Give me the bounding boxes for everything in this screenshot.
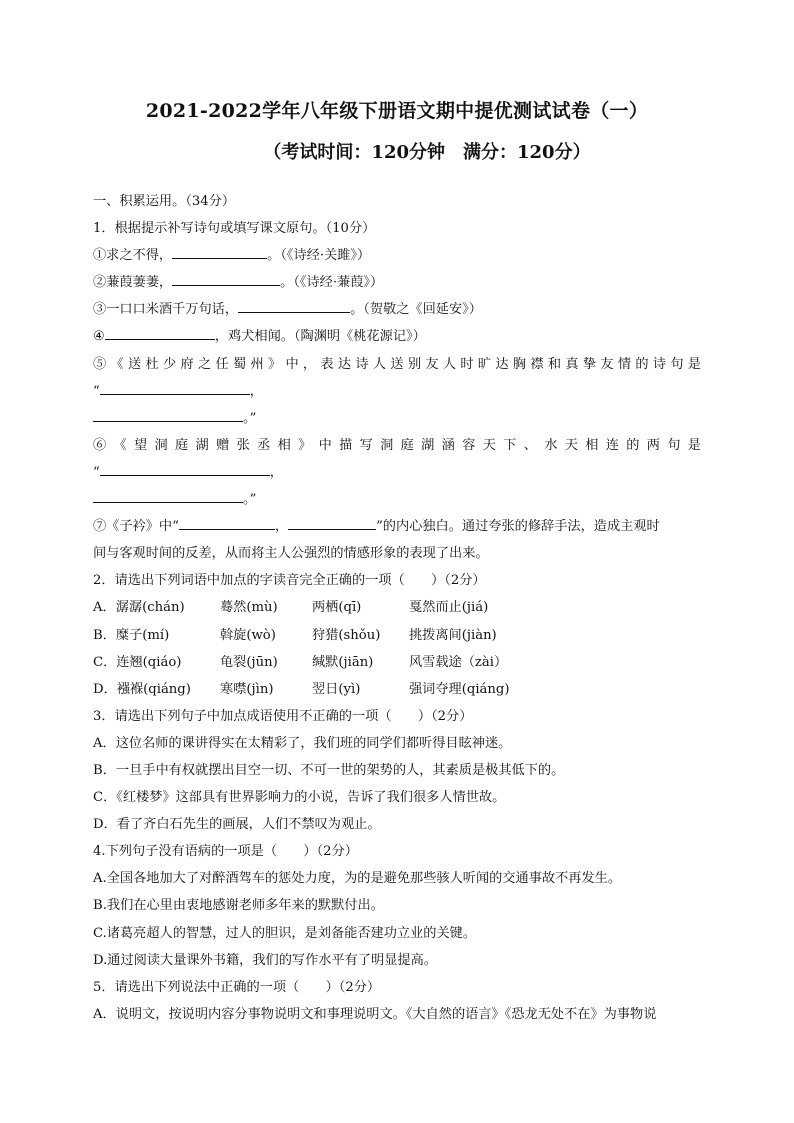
answer-blank[interactable] (100, 380, 250, 395)
item-text: ②蒹葭萋萋， (93, 275, 173, 291)
option-cell: 挑拨离间(jiàn) (409, 627, 497, 643)
option-cell: 翌日(yì) (312, 681, 361, 697)
answer-blank[interactable] (288, 515, 376, 530)
option-cell: C．连翘(qiáo) (93, 654, 182, 670)
question-1-item-f: ⑥《望洞庭湖赠张丞相》中描写洞庭湖涵容天下、水天相连的两句是 (93, 437, 701, 453)
item-text: “ (93, 383, 100, 399)
question-4-option-b[interactable]: B.我们在心里由衷地感谢老师多年来的默默付出。 (93, 898, 384, 914)
option-cell: A．潺潺(chán) (93, 600, 185, 616)
question-3-option-b[interactable]: B．一旦手中有权就摆出目空一切、不可一世的架势的人，其素质是极其低下的。 (93, 762, 565, 778)
option-cell: 风雪载途（zài） (409, 654, 508, 670)
item-text: ①求之不得， (93, 248, 173, 264)
option-cell: 戛然而止(jiá) (409, 600, 489, 616)
question-3-stem: 3．请选出下列句子中加点成语使用不正确的一项（ ）（2分） (93, 708, 473, 724)
question-3-option-c[interactable]: C．《红楼梦》这部具有世界影响力的小说，告诉了我们很多人情世故。 (93, 790, 506, 806)
question-2-stem: 2．请选出下列词语中加点的字读音完全正确的一项（ ）（2分） (93, 573, 486, 589)
question-5-stem: 5．请选出下列说法中正确的一项（ ）（2分） (93, 979, 381, 995)
item-text: ③一口口米酒千万句话， (93, 302, 239, 318)
item-text: ， (269, 464, 283, 480)
question-2-option-c[interactable] (93, 649, 701, 676)
option-cell: 蓦然(mù) (220, 600, 278, 616)
option-cell: 两栖(qī) (312, 600, 362, 616)
question-4-option-a[interactable]: A.全国各地加大了对醉酒驾车的惩处力度，为的是避免那些骇人听闻的交通事故不再发生。 (93, 871, 622, 887)
option-cell: 缄默(jiān) (312, 654, 374, 670)
item-text: ， (249, 383, 263, 399)
item-text: ④ (93, 329, 105, 345)
answer-blank[interactable] (179, 515, 275, 530)
question-1-item-g (93, 513, 701, 540)
answer-blank[interactable] (172, 271, 280, 286)
item-text: 。（《诗经·关雎》） (267, 248, 371, 264)
question-2-option-a[interactable] (93, 594, 701, 621)
exam-content (93, 188, 701, 1028)
item-text: ⑦《子衿》中“ (93, 519, 179, 535)
question-2-option-b[interactable] (93, 622, 701, 649)
item-text: “ (93, 464, 100, 480)
question-1-item-e-blank1 (93, 378, 701, 405)
question-4-option-c[interactable]: C.诸葛亮超人的智慧，过人的胆识，是刘备能否建功立业的关键。 (93, 925, 477, 941)
question-1-item-f-blank2 (93, 486, 701, 513)
question-1-item-g-cont: 间与客观时间的反差，从而将主人公强烈的情感形象的表现了出来。 (93, 546, 489, 562)
option-cell: 狩猎(shǒu) (312, 627, 381, 643)
answer-blank[interactable] (238, 298, 350, 313)
answer-blank[interactable] (93, 407, 243, 422)
option-cell: 强词夺理(qiáng) (409, 681, 510, 697)
answer-blank[interactable] (172, 244, 267, 259)
item-text: 。（《诗经·蒹葭》） (280, 275, 384, 291)
exam-title: 2021-2022学年八年级下册语文期中提优测试试卷（一） (145, 100, 649, 122)
answer-blank[interactable] (100, 461, 270, 476)
question-1-item-e: ⑤《送杜少府之任蜀州》中，表达诗人送别友人时旷达胸襟和真挚友情的诗句是 (93, 356, 701, 372)
question-1-item-b (93, 269, 701, 296)
question-2-option-d[interactable] (93, 676, 701, 703)
question-1-item-e-blank2 (93, 405, 701, 432)
question-3-option-a[interactable]: A．这位名师的课讲得实在太精彩了，我们班的同学们都听得目眩神迷。 (93, 735, 512, 751)
item-text: ”的内心独白。通过夸张的修辞手法，造成主观时 (376, 519, 660, 535)
question-4-option-d[interactable]: D.通过阅读大量课外书籍，我们的写作水平有了明显提高。 (93, 952, 437, 968)
item-text: ，鸡犬相闻。（陶渊明《桃花源记》） (214, 329, 426, 345)
option-cell: 斡旋(wò) (220, 627, 276, 643)
item-text: ， (274, 519, 289, 535)
option-cell: 龟裂(jūn) (220, 654, 278, 670)
question-1-item-f-blank1 (93, 459, 701, 486)
option-cell: B．糜子(mí) (93, 627, 170, 643)
option-cell: D．襁褓(qiáng) (93, 681, 191, 697)
question-4-stem: 4.下列句子没有语病的一项是（ ）（2分） (93, 844, 358, 860)
item-text: 。” (243, 492, 257, 508)
answer-blank[interactable] (105, 325, 215, 340)
question-3-option-d[interactable]: D．看了齐白石先生的画展，人们不禁叹为观止。 (93, 817, 381, 833)
question-1-item-c (93, 296, 701, 323)
question-5-option-a[interactable]: A．说明文，按说明内容分事物说明文和事理说明文。《大自然的语言》《恐龙无处不在》为事物说 (93, 1006, 657, 1022)
question-1-stem: 1．根据提示补写诗句或填写课文原句。（10分） (93, 221, 376, 237)
section-heading: 一、积累运用。（34分） (93, 194, 236, 209)
answer-blank[interactable] (93, 488, 243, 503)
question-1-item-a (93, 242, 701, 269)
item-text: 。（贺敬之《回延安》） (350, 302, 482, 318)
option-cell: 寒噤(jìn) (220, 681, 274, 697)
item-text: 。” (243, 410, 257, 426)
question-1-item-d (93, 323, 701, 350)
exam-subtitle: （考试时间：120分钟 满分：120分） (263, 142, 591, 163)
